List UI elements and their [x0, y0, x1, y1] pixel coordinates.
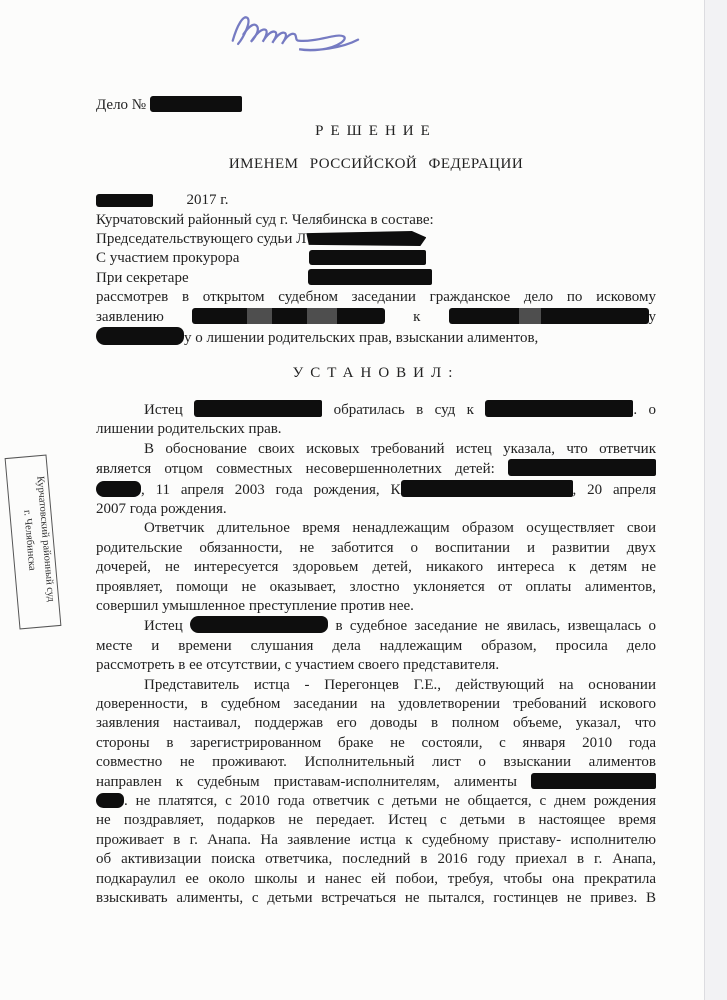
- text-run: родительские обязанности, не заботится о воспитании и развитии двух: [96, 539, 656, 556]
- text-run: 2017 г.: [186, 192, 229, 209]
- redaction-bar: [306, 231, 426, 246]
- redaction-bar: [485, 400, 633, 417]
- document-text: [96, 96, 656, 908]
- text-run: . о: [633, 401, 657, 418]
- text-line: [96, 734, 656, 753]
- text-line: [96, 191, 656, 210]
- text-run: рассмотреть в ее отсутствии, с участием своего представителя.: [96, 657, 500, 674]
- text-line: [96, 96, 656, 115]
- doc-title: [96, 122, 656, 141]
- text-line: [96, 308, 656, 327]
- redaction-bar: [96, 481, 141, 497]
- text-run: . не платятся, с 2010 года ответчик с детьми не общается, с днем рождения: [124, 793, 656, 809]
- court-stamp-text: [5, 454, 60, 627]
- text-run: подкараулил ее около школы и нанес ей побои, требуя, чтобы она прекратила: [96, 870, 656, 887]
- spacer: [192, 281, 304, 282]
- redaction-bar: [190, 616, 328, 633]
- text-line: [96, 714, 656, 733]
- text-run: обратилась в суд к: [333, 401, 474, 418]
- text-run: совершил умышленное преступление против нее.: [96, 597, 414, 614]
- doc-subtitle: [96, 155, 656, 174]
- text-run: месте и времени слушания дела надлежащим образом, просила дело: [96, 637, 656, 654]
- text-line: [96, 773, 656, 792]
- text-run: Ответчик длительное время ненадлежащим образом осуществляет свои: [144, 520, 656, 537]
- text-run: В обоснование своих исковых требований истец указала, что ответчик: [144, 440, 656, 457]
- text-run: Истец: [144, 401, 183, 418]
- text-line: [96, 811, 656, 830]
- text-run: 2007 года рождения.: [96, 500, 227, 517]
- redaction-segment: [541, 308, 649, 324]
- text-run: Дело №: [96, 97, 147, 113]
- text-run: стороны в зарегистрированном браке не состояли, с января 2010 года: [96, 734, 656, 751]
- spacer: [157, 203, 183, 204]
- redaction-bar: [308, 269, 432, 285]
- spacer: [243, 261, 305, 262]
- text-run: Истец: [144, 618, 183, 635]
- text-line: [96, 656, 656, 675]
- redaction-segment: [247, 308, 272, 324]
- scan-edge-band: [705, 0, 727, 1000]
- text-run: в судебное заседание не явилась, извещалась о: [335, 618, 657, 635]
- text-run: у: [648, 308, 656, 325]
- text-run: РЕШЕНИЕ: [315, 123, 437, 140]
- text-run: заявлению: [96, 308, 164, 325]
- text-run: заявления настаивал, поддержав его доводы в полном объеме, указал, что: [96, 715, 656, 732]
- text-line: [96, 480, 656, 500]
- redaction-segment: [449, 308, 519, 324]
- text-line: [96, 889, 656, 908]
- text-run: ИМЕНЕМ РОССИЙСКОЙ ФЕДЕРАЦИИ: [228, 155, 524, 172]
- text-run: дочерей, не интересуется здоровьем детей, никакого интереса к детям не: [96, 559, 656, 576]
- redaction-bar: [194, 400, 322, 417]
- text-line: [96, 578, 656, 597]
- text-run: Председательствующего судьи Л: [96, 231, 307, 248]
- redaction-segment: [519, 308, 541, 324]
- text-line: [96, 440, 656, 459]
- text-line: [96, 230, 656, 249]
- text-line: [96, 519, 656, 538]
- text-run: проживает в г. Анапа. На заявление истца к судебному приставу- исполнителю: [96, 831, 656, 848]
- text-line: [96, 269, 656, 288]
- redaction-bar: [96, 194, 153, 207]
- text-line: [96, 597, 656, 616]
- text-run: , 11 апреля 2003 года рождения, К: [141, 481, 401, 498]
- text-run: При секретаре: [96, 269, 189, 286]
- redaction-segment: [337, 308, 385, 324]
- redaction-bar: [96, 793, 124, 808]
- court-stamp-line2: г. Челябинска: [21, 509, 38, 572]
- redaction-bar: [401, 480, 573, 497]
- court-stamp: [5, 454, 62, 629]
- text-line: [96, 676, 656, 695]
- text-run: совместно не проживают. Исполнительный лист о взыскании алиментов: [96, 754, 656, 771]
- text-line: [96, 211, 656, 230]
- text-run: УСТАНОВИЛ:: [292, 365, 460, 382]
- redaction-bar: [150, 96, 242, 112]
- text-run: Курчатовский районный суд г. Челябинска в составе:: [96, 211, 434, 228]
- text-line: [96, 753, 656, 772]
- redaction-bar: [508, 459, 656, 476]
- text-run: С участием прокурора: [96, 250, 240, 267]
- redaction-segment: [192, 308, 247, 324]
- text-run: не поздравляет, подарков не передает. Истец с детьми в настоящее время: [96, 812, 656, 829]
- text-line: [96, 420, 656, 439]
- text-run: доверенности, в судебном заседании на удовлетворении требований искового: [96, 695, 656, 712]
- scan-edge-line: [704, 0, 705, 1000]
- text-line: [96, 459, 656, 479]
- text-run: взыскивать алименты, с детьми встречаться не пытался, гостинцев не привез. В: [96, 890, 656, 907]
- text-line: [96, 850, 656, 869]
- redaction-bar: [192, 308, 385, 324]
- text-line: [96, 637, 656, 656]
- text-run: у о лишении родительских прав, взыскании алиментов,: [184, 330, 539, 347]
- text-run: об активизации поиска ответчика, последний в 2016 году приехал в г. Анапа,: [96, 851, 656, 868]
- redaction-bar: [309, 250, 426, 265]
- text-line: [96, 558, 656, 577]
- redaction-bar: [96, 327, 184, 345]
- text-run: к: [413, 308, 421, 325]
- redaction-bar: [449, 308, 649, 324]
- handwritten-mark: [222, 6, 372, 54]
- text-line: [96, 870, 656, 889]
- court-stamp-line1: Курчатовский районный суд: [34, 475, 57, 603]
- text-run: проявляет, помощи не оказывает, злостно уклоняется от оплаты алиментов,: [96, 578, 656, 595]
- text-line: [96, 792, 656, 811]
- text-line: [96, 616, 656, 636]
- text-run: , 20 апреля: [572, 481, 656, 498]
- text-line: [96, 288, 656, 307]
- text-line: [96, 831, 656, 850]
- text-run: лишении родительских прав.: [96, 421, 282, 438]
- text-run: направлен к судебным приставам-исполнителям, алименты: [96, 773, 517, 790]
- text-run: Представитель истца - Перегонцев Г.Е., действующий на основании: [144, 676, 656, 693]
- text-line: [96, 695, 656, 714]
- text-line: [96, 327, 656, 348]
- text-line: [96, 249, 656, 268]
- text-run: является отцом совместных несовершеннолетних детей:: [96, 461, 495, 478]
- text-line: [96, 400, 656, 420]
- text-line: [96, 500, 656, 519]
- text-run: рассмотрев в открытом судебном заседании гражданское дело по исковому: [96, 289, 656, 306]
- redaction-segment: [272, 308, 307, 324]
- redaction-bar: [531, 773, 656, 789]
- text-line: [96, 539, 656, 558]
- redaction-segment: [307, 308, 337, 324]
- section-heading: [96, 364, 656, 383]
